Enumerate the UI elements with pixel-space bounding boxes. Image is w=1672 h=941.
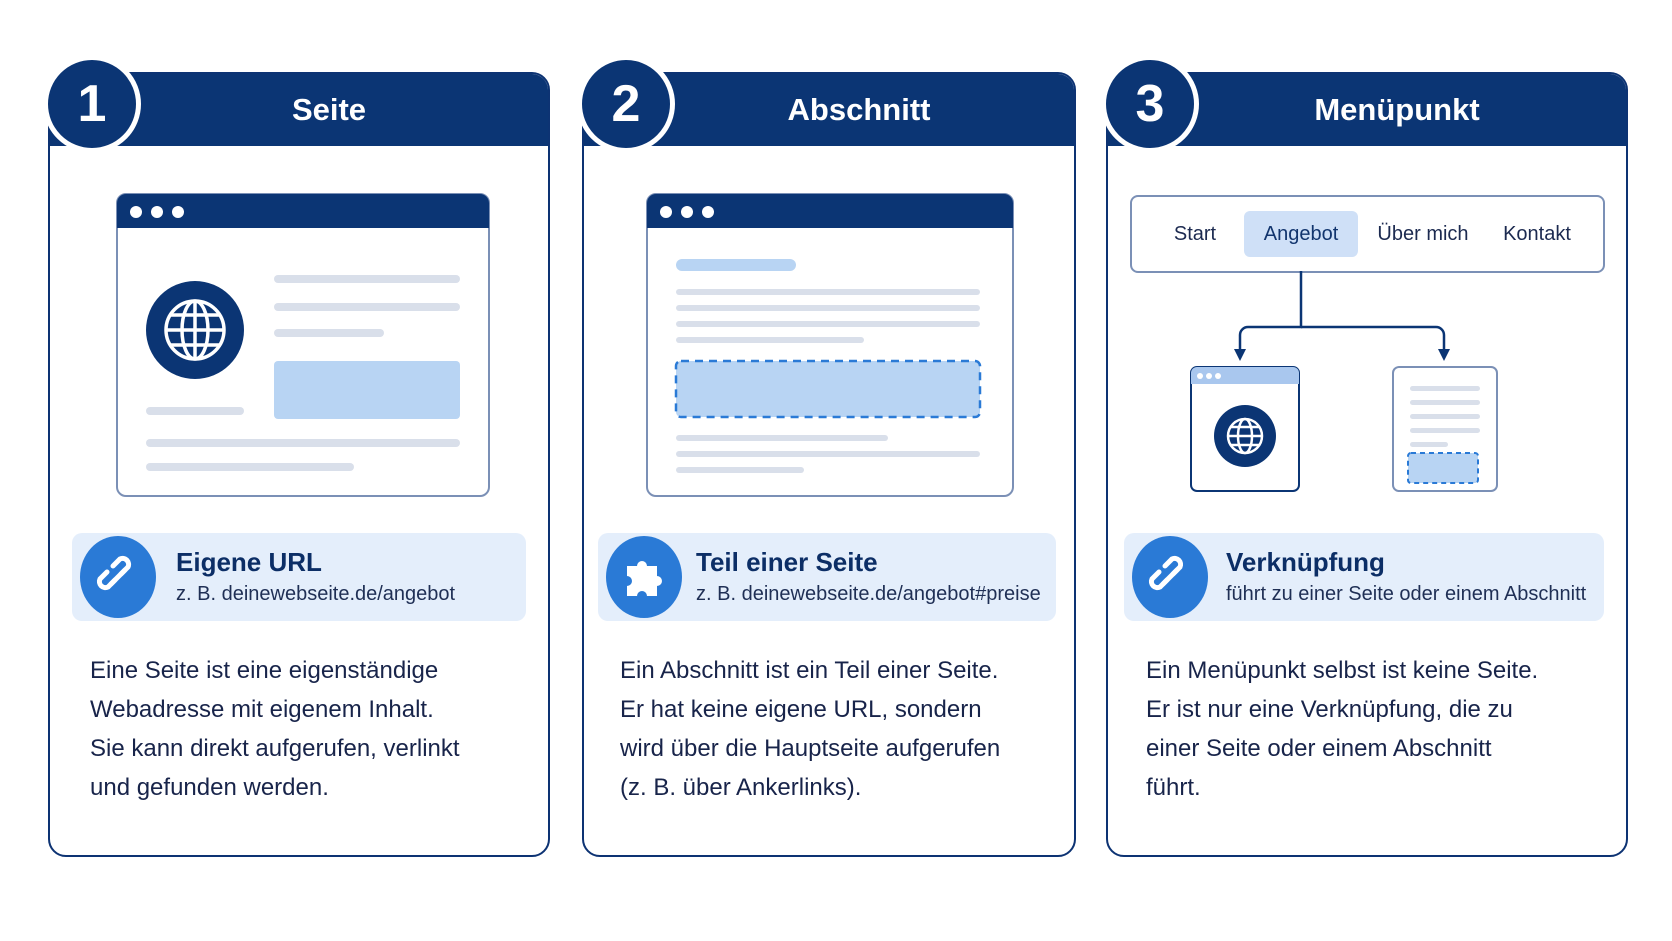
globe-icon [1214, 405, 1276, 467]
feature-title: Teil einer Seite [696, 547, 878, 577]
navigation-menu-illustration [1130, 195, 1605, 273]
menu-item-angebot[interactable]: Angebot [1244, 211, 1358, 257]
linked-page-illustration [1190, 366, 1300, 492]
description-line: Webadresse mit eigenem Inhalt. [90, 696, 434, 723]
linked-section-illustration [1392, 366, 1498, 492]
feature-box-eigene-url [72, 533, 526, 621]
description-line: Sie kann direkt aufgerufen, verlinkt [90, 735, 460, 762]
description-line: Ein Menüpunkt selbst ist keine Seite. [1146, 657, 1539, 684]
feature-subtitle: z. B. deinewebseite.de/angebot#preise [696, 583, 1041, 605]
step-number-badge: 2 [577, 55, 675, 153]
menu-item-ueber-mich[interactable]: Über mich [1377, 223, 1469, 245]
puzzle-icon [606, 536, 682, 618]
card-title: Menüpunkt [1314, 92, 1480, 127]
card-title: Seite [291, 92, 367, 127]
menu-item-start[interactable]: Start [1173, 223, 1217, 245]
description-line: führt. [1146, 774, 1201, 801]
description-line: einer Seite oder einem Abschnitt [1146, 735, 1492, 762]
menu-link-arrows [1230, 271, 1460, 363]
card-description [620, 651, 1000, 807]
description-line: Er ist nur eine Verknüpfung, die zu [1146, 696, 1513, 723]
step-number-badge: 1 [43, 55, 141, 153]
description-line: Er hat keine eigene URL, sondern [620, 696, 982, 723]
menu-item-kontakt[interactable]: Kontakt [1503, 223, 1571, 245]
feature-box-teil-einer-seite [598, 533, 1056, 621]
browser-window-section-illustration [646, 193, 1014, 498]
description-line: Ein Abschnitt ist ein Teil einer Seite. [620, 657, 999, 684]
card-description [90, 651, 460, 807]
description-line: Eine Seite ist eine eigenständige [90, 657, 439, 684]
feature-title: Verknüpfung [1226, 547, 1385, 577]
card-title: Abschnitt [787, 92, 931, 127]
step-number-badge: 3 [1101, 55, 1199, 153]
description-line: (z. B. über Ankerlinks). [620, 774, 862, 801]
globe-icon [146, 281, 244, 379]
feature-box-verknuepfung [1124, 533, 1604, 621]
description-line: und gefunden werden. [90, 774, 329, 801]
description-line: wird über die Hauptseite aufgerufen [620, 735, 1001, 762]
link-icon [1132, 536, 1208, 618]
feature-title: Eigene URL [176, 547, 322, 577]
card-description [1146, 651, 1538, 807]
feature-subtitle: führt zu einer Seite oder einem Abschnitt [1226, 583, 1587, 605]
browser-window-illustration [116, 193, 490, 498]
link-icon [80, 536, 156, 618]
feature-subtitle: z. B. deinewebseite.de/angebot [176, 583, 456, 605]
